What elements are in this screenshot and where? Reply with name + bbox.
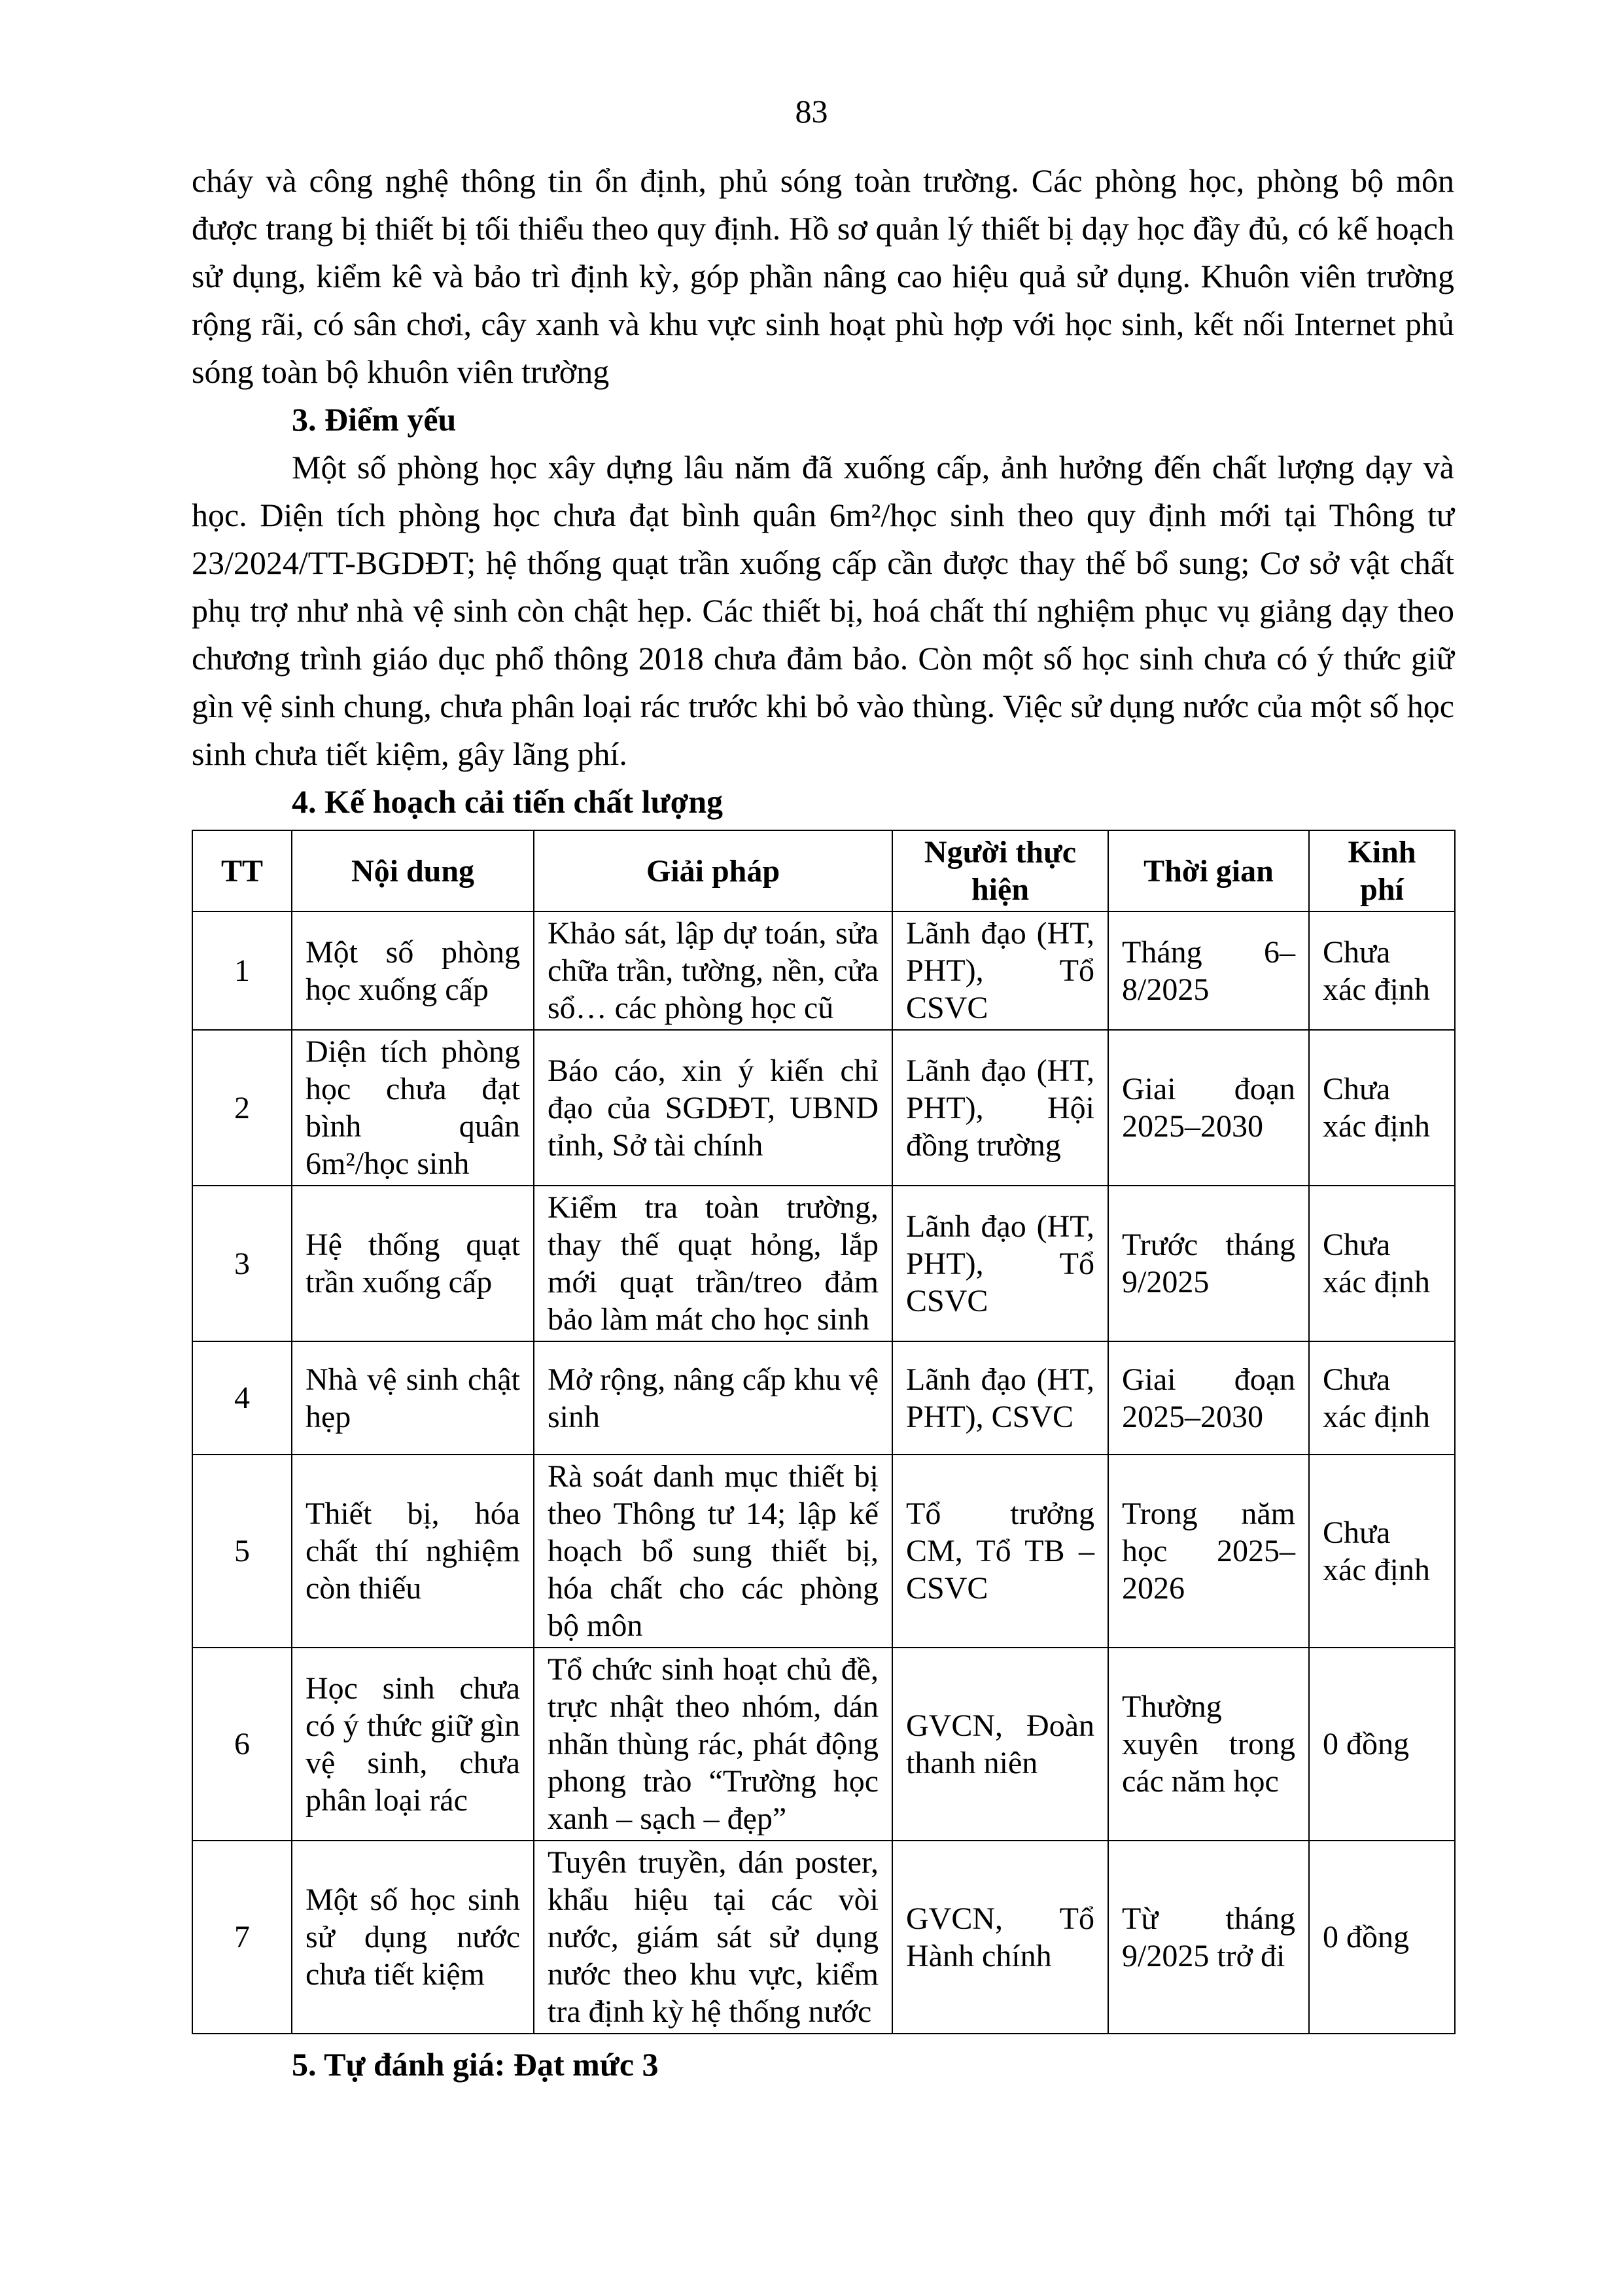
improvement-plan-table [192,830,1456,2034]
row-tt: 1 [192,911,292,1030]
row-tt: 3 [192,1186,292,1341]
row-budget: 0 đồng [1309,1648,1455,1841]
table-row [192,1186,1455,1341]
row-solution: Báo cáo, xin ý kiến chỉ đạo của SGDĐT, UBND tỉnh, Sở tài chính [534,1030,892,1186]
row-solution: Kiểm tra toàn trường, thay thế quạt hỏng, lắp mới quạt trần/treo đảm bảo làm mát cho học sinh [534,1186,892,1341]
page-number: 83 [795,93,828,130]
row-budget: Chưa xác định [1309,1455,1455,1648]
row-person: Lãnh đạo (HT, PHT), Tổ CSVC [892,911,1108,1030]
table-row [192,1030,1455,1186]
row-time: Từ tháng 9/2025 trở đi [1108,1841,1309,2034]
row-content: Một số học sinh sử dụng nước chưa tiết kiệm [292,1841,534,2034]
row-content: Hệ thống quạt trần xuống cấp [292,1186,534,1341]
row-tt: 6 [192,1648,292,1841]
row-time: Trong năm học 2025–2026 [1108,1455,1309,1648]
row-tt: 4 [192,1341,292,1455]
row-content: Thiết bị, hóa chất thí nghiệm còn thiếu [292,1455,534,1648]
row-time: Giai đoạn 2025–2030 [1108,1030,1309,1186]
row-budget: 0 đồng [1309,1841,1455,2034]
row-content: Học sinh chưa có ý thức giữ gìn vệ sinh, chưa phân loại rác [292,1648,534,1841]
row-budget: Chưa xác định [1309,1030,1455,1186]
section-3-body: Một số phòng học xây dựng lâu năm đã xuống cấp, ảnh hưởng đến chất lượng dạy và học. Diện tích phòng học chưa đạt bình quân 6m²/học sinh theo quy định mới tại Thông tư 23/2024/TT-BGDĐT; hệ thống quạt trần xuống cấp cần được thay thế bổ sung; Cơ sở vật chất phụ trợ như nhà vệ sinh còn chật hẹp. Các thiết bị, hoá chất thí nghiệm phục vụ giảng dạy theo chương trình giáo dục phổ thông 2018 chưa đảm bảo. Còn một số học sinh chưa có ý thức giữ gìn vệ sinh chung, chưa phân loại rác trước khi bỏ vào thùng. Việc sử dụng nước của một số học sinh chưa tiết kiệm, gây lãng phí. [192,449,1454,772]
row-time: Tháng 6–8/2025 [1108,911,1309,1030]
row-solution: Rà soát danh mục thiết bị theo Thông tư 14; lập kế hoạch bổ sung thiết bị, hóa chất cho các phòng bộ môn [534,1455,892,1648]
header-person: Người thực hiện [892,830,1108,911]
row-time: Thường xuyên trong các năm học [1108,1648,1309,1841]
row-person: Lãnh đạo (HT, PHT), Hội đồng trường [892,1030,1108,1186]
table-row [192,1341,1455,1455]
row-time: Trước tháng 9/2025 [1108,1186,1309,1341]
section-4-heading: 4. Kế hoạch cải tiến chất lượng [292,783,724,820]
row-tt: 2 [192,1030,292,1186]
document-body [192,157,1454,2089]
row-person: Tổ trưởng CM, Tổ TB – CSVC [892,1455,1108,1648]
row-content: Một số phòng học xuống cấp [292,911,534,1030]
row-solution: Tuyên truyền, dán poster, khẩu hiệu tại các vòi nước, giám sát sử dụng nước theo khu vực, kiểm tra định kỳ hệ thống nước [534,1841,892,2034]
header-tt: TT [192,830,292,911]
row-content: Nhà vệ sinh chật hẹp [292,1341,534,1455]
row-tt: 7 [192,1841,292,2034]
row-person: GVCN, Tổ Hành chính [892,1841,1108,2034]
table-row [192,1455,1455,1648]
row-person: Lãnh đạo (HT, PHT), CSVC [892,1341,1108,1455]
row-tt: 5 [192,1455,292,1648]
section-5-heading: 5. Tự đánh giá: Đạt mức 3 [292,2046,659,2083]
row-content: Diện tích phòng học chưa đạt bình quân 6m²/học sinh [292,1030,534,1186]
header-time: Thời gian [1108,830,1309,911]
row-budget: Chưa xác định [1309,1341,1455,1455]
intro-paragraph: cháy và công nghệ thông tin ổn định, phủ sóng toàn trường. Các phòng học, phòng bộ môn được trang bị thiết bị tối thiểu theo quy định. Hồ sơ quản lý thiết bị dạy học đầy đủ, có kế hoạch sử dụng, kiểm kê và bảo trì định kỳ, góp phần nâng cao hiệu quả sử dụng. Khuôn viên trường rộng rãi, có sân chơi, cây xanh và khu vực sinh hoạt phù hợp với học sinh, kết nối Internet phủ sóng toàn bộ khuôn viên trường [192,162,1454,390]
section-3-heading: 3. Điểm yếu [292,401,457,438]
header-content: Nội dung [292,830,534,911]
table-row [192,1841,1455,2034]
row-person: GVCN, Đoàn thanh niên [892,1648,1108,1841]
table-row [192,911,1455,1030]
row-solution: Mở rộng, nâng cấp khu vệ sinh [534,1341,892,1455]
row-budget: Chưa xác định [1309,1186,1455,1341]
table-row [192,1648,1455,1841]
row-time: Giai đoạn 2025–2030 [1108,1341,1309,1455]
row-person: Lãnh đạo (HT, PHT), Tổ CSVC [892,1186,1108,1341]
header-solution: Giải pháp [534,830,892,911]
row-solution: Tổ chức sinh hoạt chủ đề, trực nhật theo nhóm, dán nhãn thùng rác, phát động phong trào “Trường học xanh – sạch – đẹp” [534,1648,892,1841]
row-budget: Chưa xác định [1309,911,1455,1030]
table-header-row [192,830,1455,911]
header-budget: Kinh phí [1309,830,1455,911]
row-solution: Khảo sát, lập dự toán, sửa chữa trần, tường, nền, cửa sổ… các phòng học cũ [534,911,892,1030]
